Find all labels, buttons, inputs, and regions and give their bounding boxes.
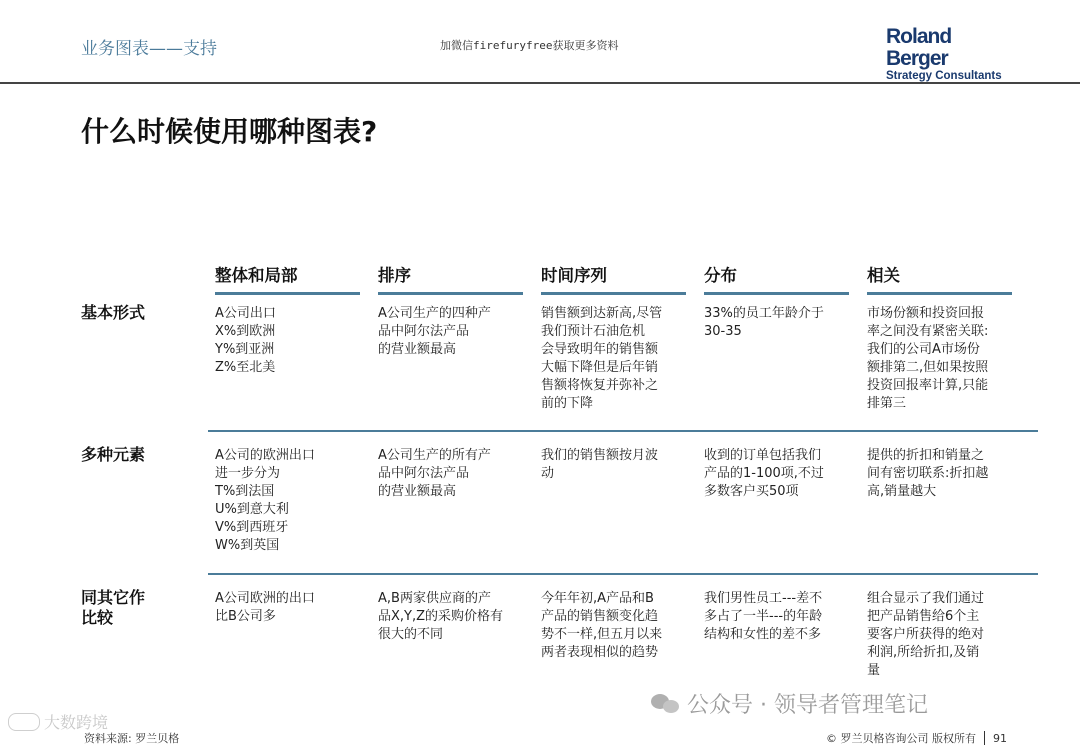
column-header: 分布 — [704, 266, 737, 285]
cell-line: 我们的公司A市场份 — [867, 342, 980, 357]
table-cell — [704, 447, 824, 501]
column-header-rule — [867, 292, 1012, 295]
cell-line: 我们男性员工---差不 — [704, 591, 823, 606]
row-divider — [208, 430, 1038, 432]
cell-line: 我们的销售额按月波 — [541, 448, 659, 463]
table-cell — [704, 305, 824, 341]
table-cell — [704, 590, 822, 644]
cell-line: 收到的订单包括我们 — [704, 448, 822, 463]
cell-line: 的营业额最高 — [378, 484, 457, 499]
cell-line: Y%到亚洲 — [215, 342, 275, 357]
cell-line: 进一步分为 — [215, 466, 281, 481]
cell-line: V%到西班牙 — [215, 520, 289, 535]
cell-line: U%到意大利 — [215, 502, 289, 517]
column-header: 整体和局部 — [215, 266, 298, 285]
table-cell — [541, 447, 658, 483]
cell-line: 投资回报率计算,只能 — [867, 378, 989, 393]
column-header-rule — [378, 292, 523, 295]
cell-line: 间有密切联系:折扣越 — [867, 466, 989, 481]
watermark-logo-icon — [8, 713, 40, 731]
logo-subtitle: Strategy Consultants — [886, 70, 1002, 82]
table-cell — [378, 447, 491, 501]
table-cell — [867, 305, 988, 413]
cell-line: 动 — [541, 466, 555, 481]
cell-line: 我们预计石油危机 — [541, 324, 646, 339]
table-cell — [215, 305, 276, 377]
cell-line: 30-35 — [704, 324, 742, 339]
source-note: 资料来源: 罗兰贝格 — [84, 732, 180, 745]
cell-line: A公司出口 — [215, 306, 276, 321]
footer-divider — [984, 731, 985, 745]
column-header-rule — [215, 292, 360, 295]
cell-line: A公司欧洲的出口 — [215, 591, 315, 606]
copyright-text: © 罗兰贝格咨询公司 版权所有 — [826, 732, 976, 745]
column-header: 排序 — [378, 266, 411, 285]
table-cell — [867, 447, 988, 501]
cell-line: 组合显示了我们通过 — [867, 591, 985, 606]
column-header-rule — [704, 292, 849, 295]
wechat-icon — [651, 692, 681, 716]
row-label — [81, 588, 145, 628]
roland-berger-logo — [886, 26, 1016, 82]
cell-line: 会导致明年的销售额 — [541, 342, 659, 357]
cell-line: 结构和女性的差不多 — [704, 627, 822, 642]
watermark-text: 公众号 · 领导者管理笔记 — [687, 693, 928, 718]
cell-line: 品中阿尔法产品 — [378, 324, 470, 339]
cell-line: 率之间没有紧密关联: — [867, 324, 989, 339]
cell-line: 多数客户买50项 — [704, 484, 799, 499]
logo-name: Roland Berger — [886, 25, 952, 70]
cell-line: 市场份额和投资回报 — [867, 306, 985, 321]
cell-line: 产品的销售额变化趋 — [541, 609, 659, 624]
table-cell — [378, 305, 491, 359]
page-number: 91 — [993, 731, 1007, 745]
row-label-line: 同其它作 — [81, 588, 146, 607]
cell-line: 33%的员工年龄介于 — [704, 306, 824, 321]
table-cell — [215, 447, 315, 555]
table-cell — [541, 590, 662, 662]
cell-line: 今年年初,A产品和B — [541, 591, 654, 606]
cell-line: 售额将恢复并弥补之 — [541, 378, 659, 393]
cell-line: 利润,所给折扣,及销 — [867, 645, 980, 660]
table-cell — [867, 590, 984, 680]
header-divider — [0, 82, 1080, 84]
cell-line: A公司生产的四种产 — [378, 306, 491, 321]
page-header — [0, 0, 1080, 82]
column-header-rule — [541, 292, 686, 295]
cell-line: 多占了一半---的年龄 — [704, 609, 823, 624]
cell-line: A公司的欧洲出口 — [215, 448, 315, 463]
cell-line: 大幅下降但是后年销 — [541, 360, 659, 375]
row-label-line: 基本形式 — [81, 303, 146, 322]
cell-line: 把产品销售给6个主 — [867, 609, 980, 624]
cell-line: 销售额到达新高,尽管 — [541, 306, 663, 321]
cell-line: 排第三 — [867, 396, 907, 411]
row-label-line: 多种元素 — [81, 445, 146, 464]
row-divider — [208, 573, 1038, 575]
section-title: 业务图表——支持 — [81, 39, 217, 59]
row-label — [81, 445, 145, 465]
corner-watermark-text: 大数跨境 — [44, 713, 109, 732]
cell-line: A公司生产的所有产 — [378, 448, 491, 463]
cell-line: W%到英国 — [215, 538, 280, 553]
row-label-line: 比较 — [81, 608, 114, 627]
table-cell — [541, 305, 662, 413]
column-header: 时间序列 — [541, 266, 607, 285]
row-label — [81, 303, 145, 323]
column-header: 相关 — [867, 266, 900, 285]
cell-line: 要客户所获得的绝对 — [867, 627, 985, 642]
cell-line: 很大的不同 — [378, 627, 444, 642]
cell-line: 前的下降 — [541, 396, 594, 411]
cell-line: 两者表现相似的趋势 — [541, 645, 659, 660]
cell-line: 产品的1-100项,不过 — [704, 466, 824, 481]
cell-line: 的营业额最高 — [378, 342, 457, 357]
cell-line: 高,销量越大 — [867, 484, 937, 499]
header-note: 加微信firefuryfree获取更多资料 — [440, 39, 619, 52]
cell-line: 品中阿尔法产品 — [378, 466, 470, 481]
cell-line: X%到欧洲 — [215, 324, 276, 339]
cell-line: T%到法国 — [215, 484, 275, 499]
footer-copyright — [826, 730, 1007, 746]
cell-line: 比B公司多 — [215, 609, 276, 624]
page-title: 什么时候使用哪种图表? — [81, 115, 378, 148]
cell-line: A,B两家供应商的产 — [378, 591, 491, 606]
cell-line: 提供的折扣和销量之 — [867, 448, 985, 463]
cell-line: 额排第二,但如果按照 — [867, 360, 989, 375]
table-cell — [215, 590, 315, 626]
cell-line: 量 — [867, 663, 881, 678]
table-cell — [378, 590, 503, 644]
cell-line: Z%至北美 — [215, 360, 276, 375]
cell-line: 品X,Y,Z的采购价格有 — [378, 609, 504, 624]
wechat-watermark — [651, 688, 928, 719]
cell-line: 势不一样,但五月以来 — [541, 627, 663, 642]
